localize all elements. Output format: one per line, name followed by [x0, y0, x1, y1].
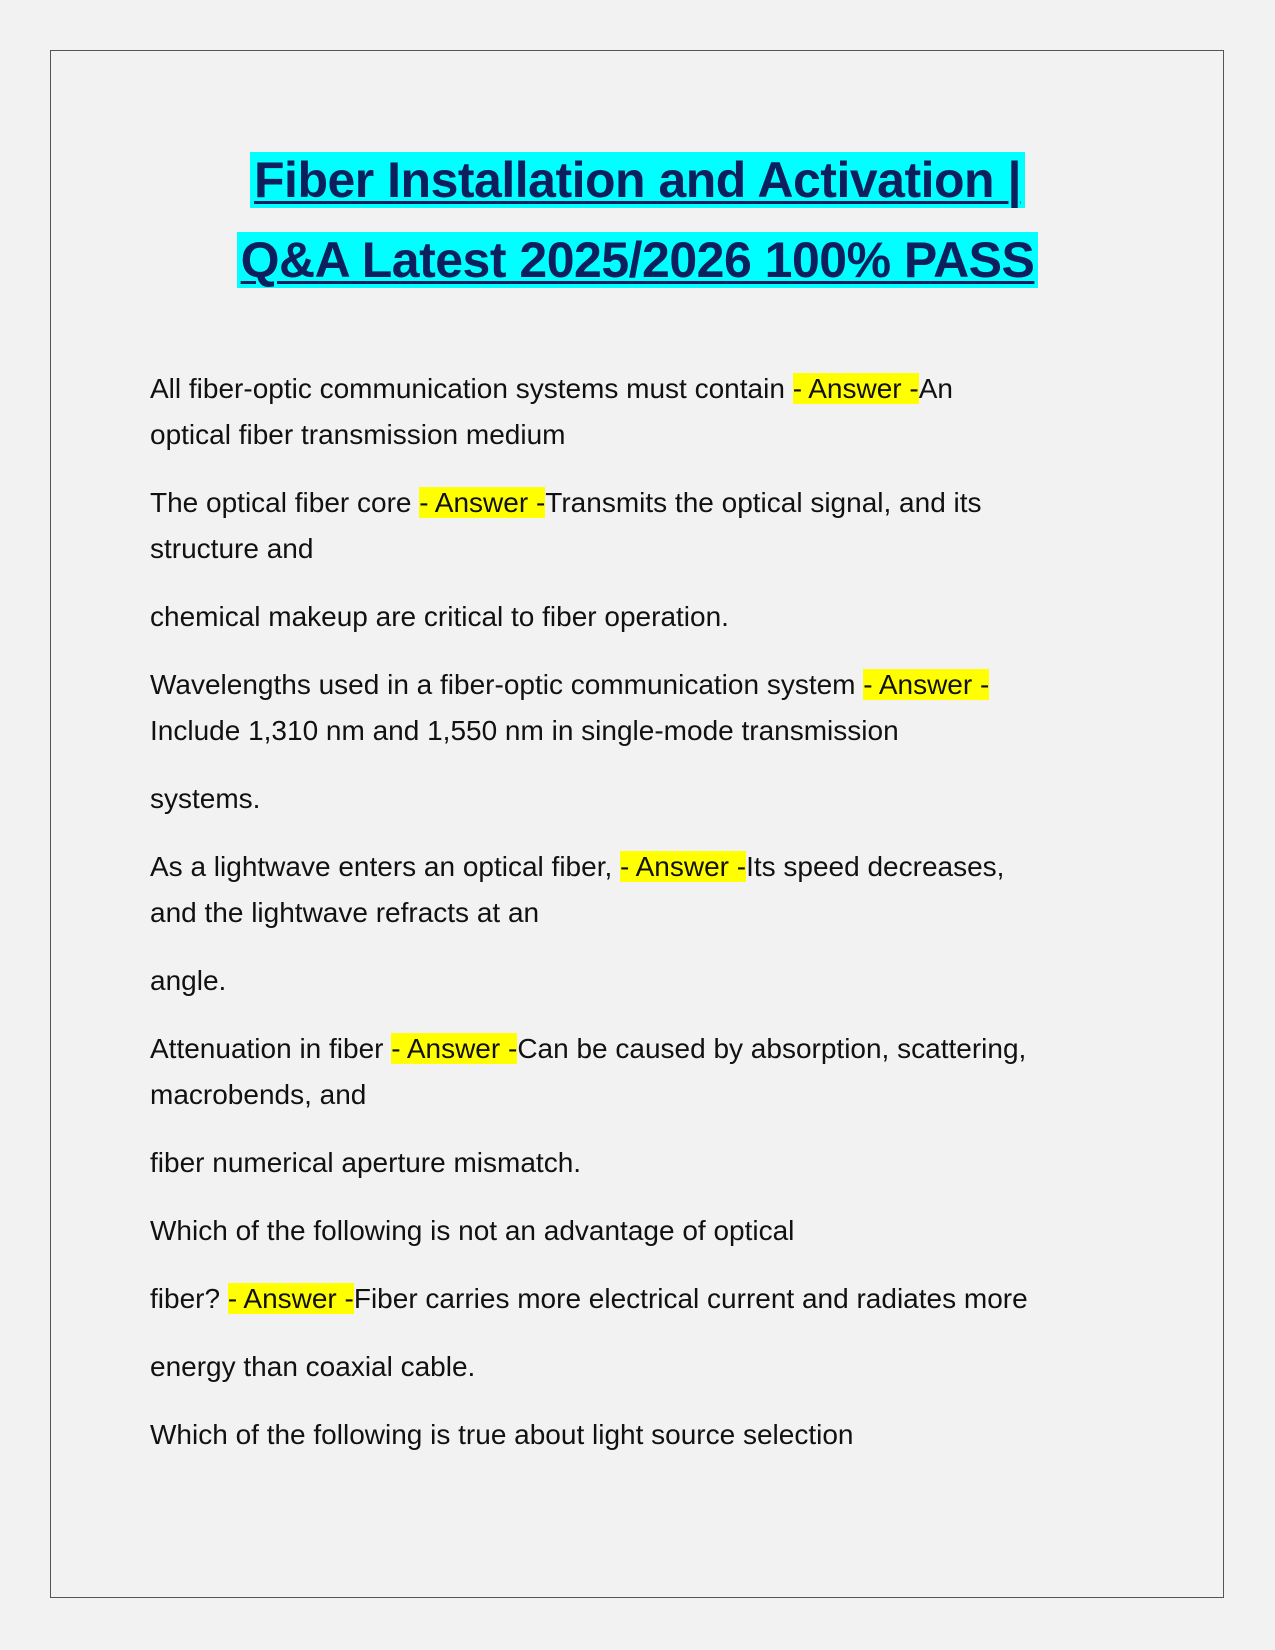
qa-line: fiber? - Answer -Fiber carries more electrical current and radiates more [150, 1283, 1028, 1314]
qa-line: Attenuation in fiber - Answer -Can be caused by absorption, scattering, [150, 1033, 1027, 1064]
answer-marker: - Answer - [620, 851, 747, 882]
qa-content [150, 366, 1130, 1458]
answer-marker: - Answer - [792, 373, 919, 404]
answer-marker: - Answer - [391, 1033, 518, 1064]
qa-line: Which of the following is true about light source selection [150, 1419, 854, 1450]
qa-line: chemical makeup are critical to fiber operation. [150, 601, 729, 632]
qa-line: systems. [150, 783, 261, 814]
answer-marker: - Answer - [227, 1283, 354, 1314]
qa-line: angle. [150, 965, 227, 996]
qa-line: energy than coaxial cable. [150, 1351, 476, 1382]
qa-line: and the lightwave refracts at an [150, 897, 540, 928]
qa-line: optical fiber transmission medium [150, 419, 566, 450]
qa-line: Which of the following is not an advantage of optical [150, 1215, 795, 1246]
qa-line: Include 1,310 nm and 1,550 nm in single-mode transmission [150, 715, 899, 746]
qa-line: structure and [150, 533, 314, 564]
qa-line: Wavelengths used in a fiber-optic communication system - Answer - [150, 669, 990, 700]
answer-marker: - Answer - [863, 669, 990, 700]
title-line-2: Q&A Latest 2025/2026 100% PASS [237, 232, 1039, 288]
answer-marker: - Answer - [419, 487, 546, 518]
title-line-1: Fiber Installation and Activation | [250, 152, 1025, 208]
qa-line: All fiber-optic communication systems must contain - Answer -An [150, 373, 953, 404]
qa-line: As a lightwave enters an optical fiber, - Answer -Its speed decreases, [150, 851, 1005, 882]
qa-line: macrobends, and [150, 1079, 367, 1110]
document-title [0, 140, 1275, 300]
qa-line: The optical fiber core - Answer -Transmits the optical signal, and its [150, 487, 982, 518]
qa-line: fiber numerical aperture mismatch. [150, 1147, 582, 1178]
